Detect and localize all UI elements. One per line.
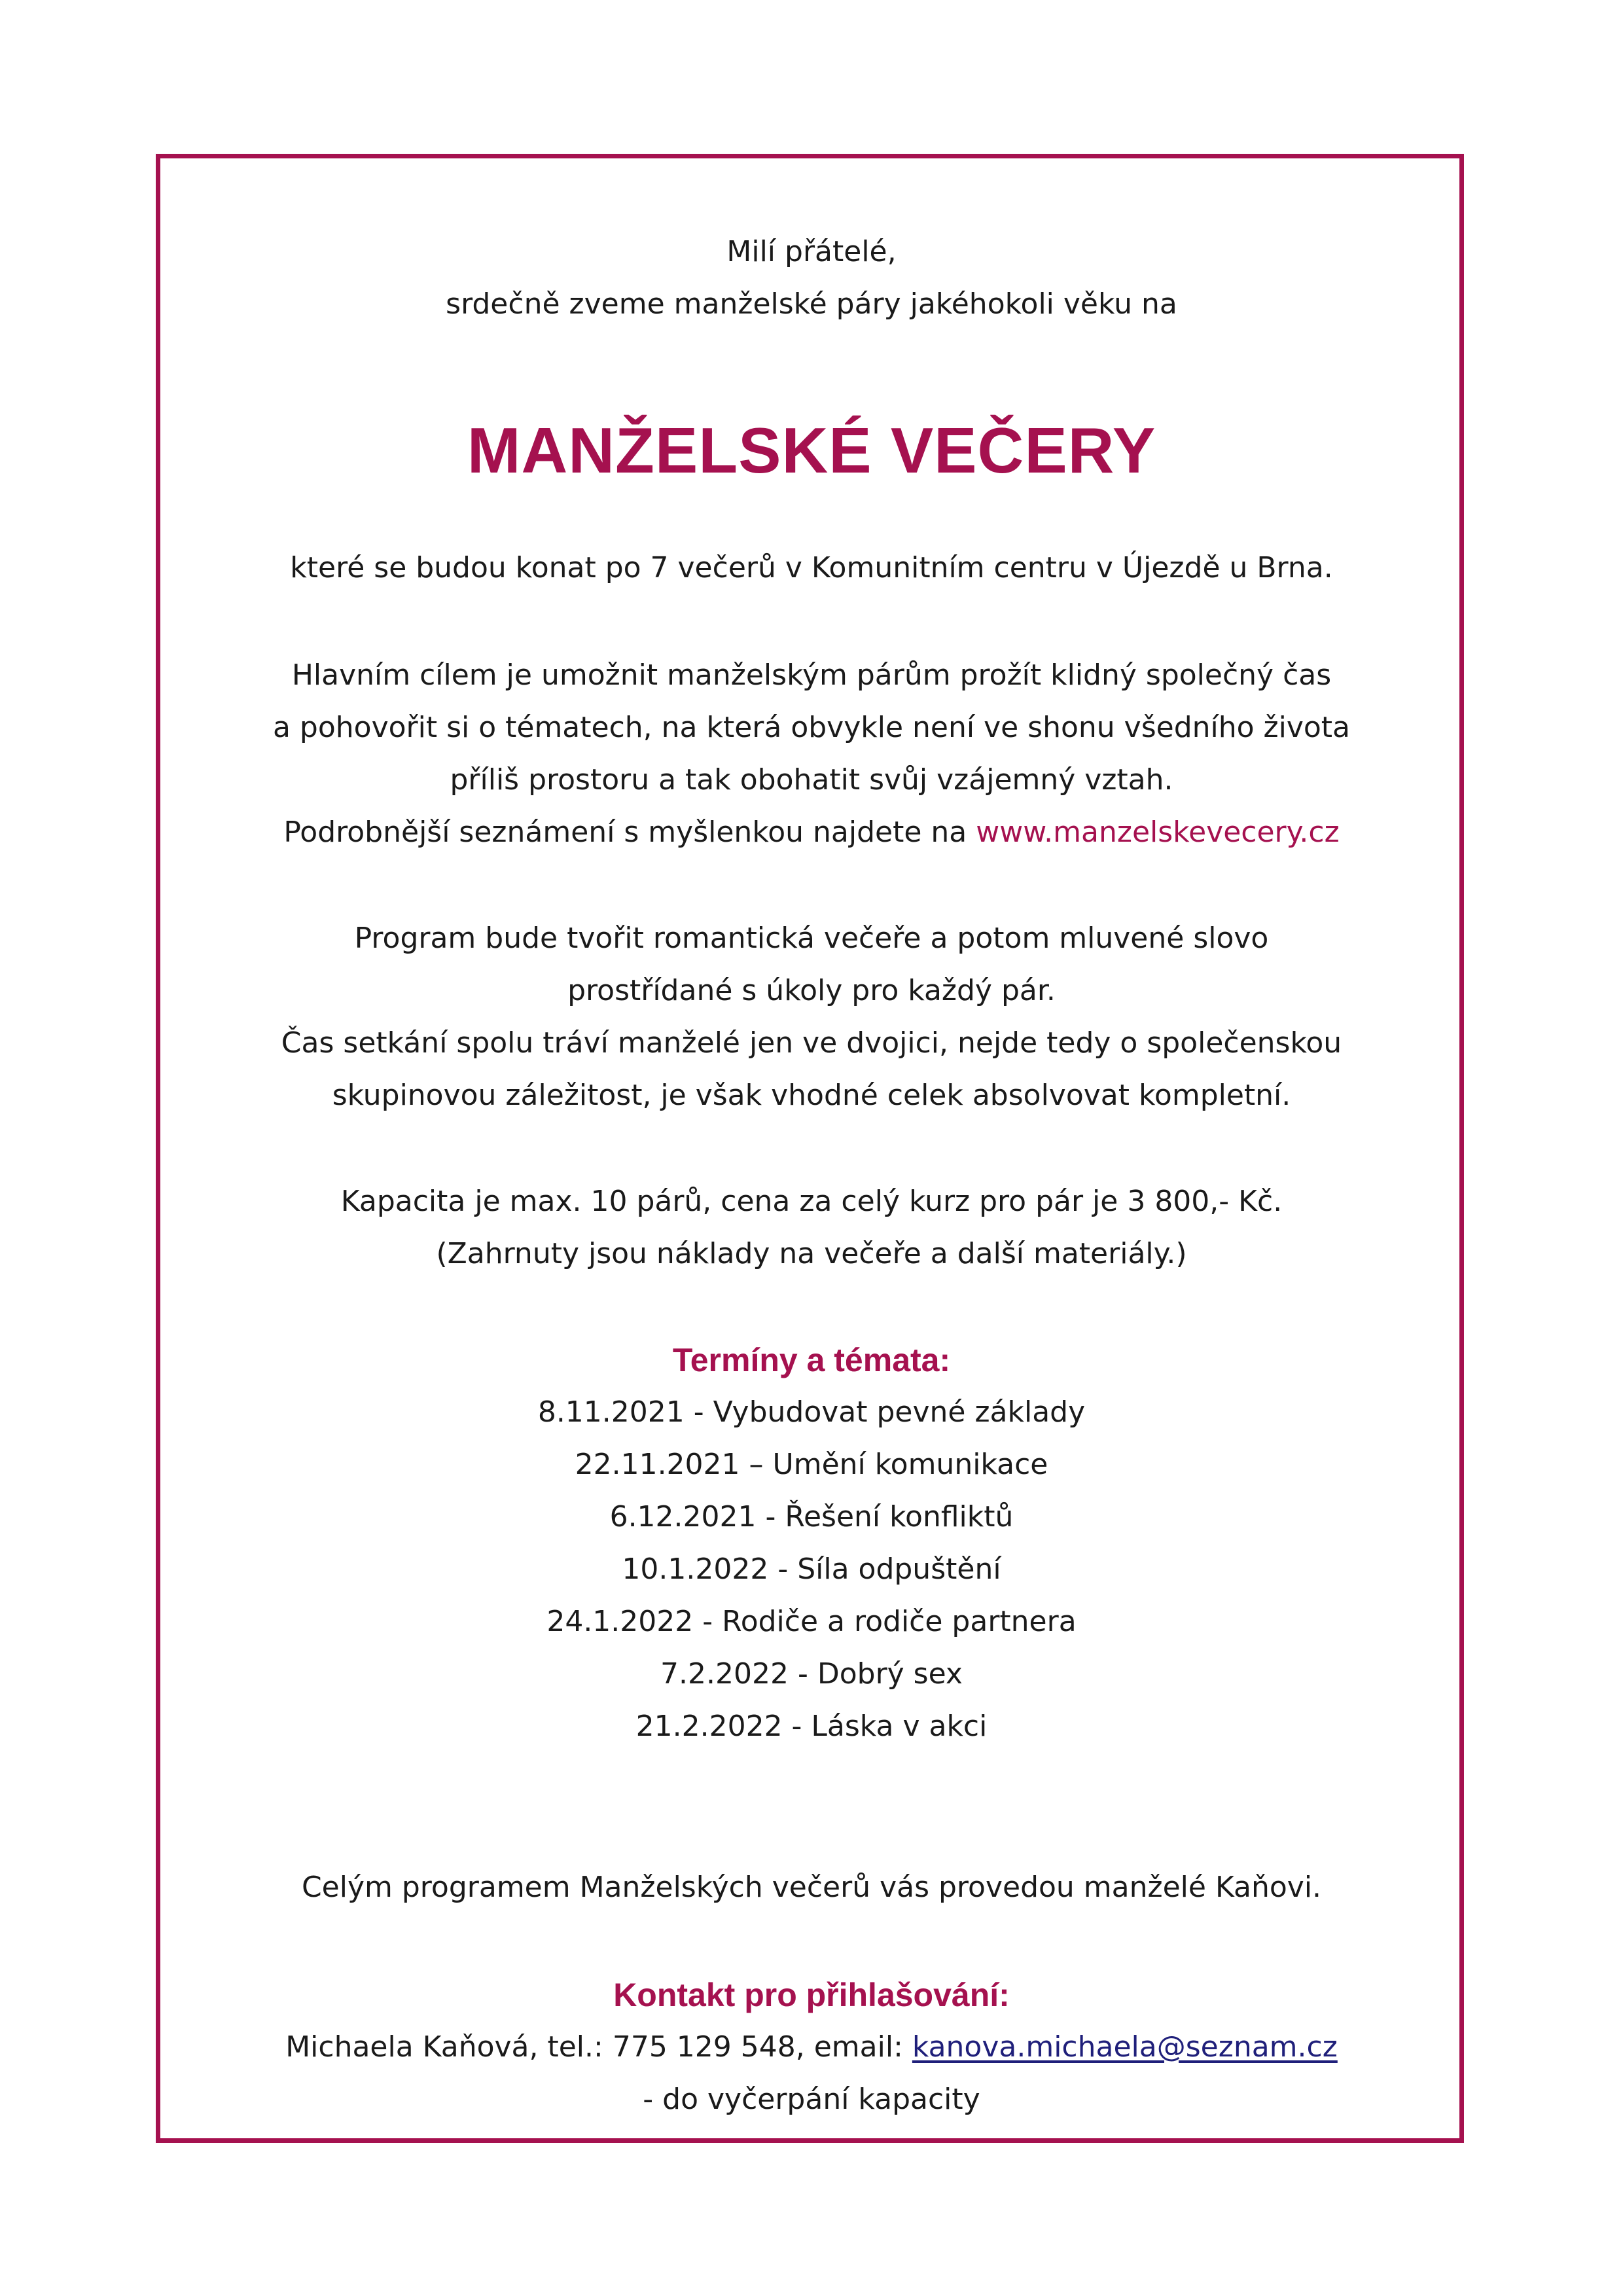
goal-line-2: a pohovořit si o tématech, na která obvykle není ve shonu všedního života <box>272 711 1351 744</box>
contact-line <box>0 2028 1623 2067</box>
schedule-item: 22.11.2021 – Umění komunikace <box>575 1448 1048 1481</box>
contact-heading: Kontakt pro přihlašování: <box>613 1977 1010 2013</box>
schedule-item: 24.1.2022 - Rodiče a rodiče partnera <box>546 1605 1077 1638</box>
program-line-2: prostřídané s úkoly pro každý pár. <box>567 974 1056 1007</box>
program-line-1: Program bude tvořit romantická večeře a potom mluvené slovo <box>354 922 1269 955</box>
website-link[interactable]: www.manzelskevecery.cz <box>976 816 1340 849</box>
hosts-line: Celým programem Manželských večerů vás provedou manželé Kaňovi. <box>301 1871 1322 1904</box>
goal-line-3: příliš prostoru a tak obohatit svůj vzájemný vztah. <box>450 763 1173 797</box>
website-line <box>0 813 1623 852</box>
contact-note: - do vyčerpání kapacity <box>643 2083 980 2116</box>
schedule-item: 8.11.2021 - Vybudovat pevné základy <box>537 1395 1086 1429</box>
goal-line-1: Hlavním cílem je umožnit manželským párům prožít klidný společný čas <box>291 658 1332 692</box>
schedule-heading: Termíny a témata: <box>672 1342 951 1378</box>
schedule-item: 10.1.2022 - Síla odpuštění <box>622 1552 1001 1586</box>
program-line-3: Čas setkání spolu tráví manželé jen ve dvojici, nejde tedy o společenskou <box>281 1026 1342 1060</box>
contact-email-link[interactable]: kanova.michaela@seznam.cz <box>912 2030 1338 2064</box>
capacity-line-2: (Zahrnuty jsou náklady na večeře a další materiály.) <box>436 1237 1187 1270</box>
greeting: Milí přátelé, <box>726 235 897 268</box>
schedule-item: 6.12.2021 - Řešení konfliktů <box>609 1500 1014 1534</box>
capacity-line-1: Kapacita je max. 10 párů, cena za celý kurz pro pár je 3 800,- Kč. <box>340 1185 1283 1218</box>
invite-line: srdečně zveme manželské páry jakéhokoli věku na <box>446 287 1177 321</box>
schedule-item: 21.2.2022 - Láska v akci <box>635 1710 988 1743</box>
venue-line: které se budou konat po 7 večerů v Komunitním centru v Újezdě u Brna. <box>290 551 1333 584</box>
program-line-4: skupinovou záležitost, je však vhodné celek absolvovat kompletní. <box>332 1079 1291 1112</box>
schedule-item: 7.2.2022 - Dobrý sex <box>660 1657 963 1691</box>
page-title: MANŽELSKÉ VEČERY <box>467 414 1156 486</box>
contact-prefix: Michaela Kaňová, tel.: 775 129 548, email: <box>285 2030 912 2064</box>
website-prefix: Podrobnější seznámení s myšlenkou najdete na <box>283 816 976 849</box>
